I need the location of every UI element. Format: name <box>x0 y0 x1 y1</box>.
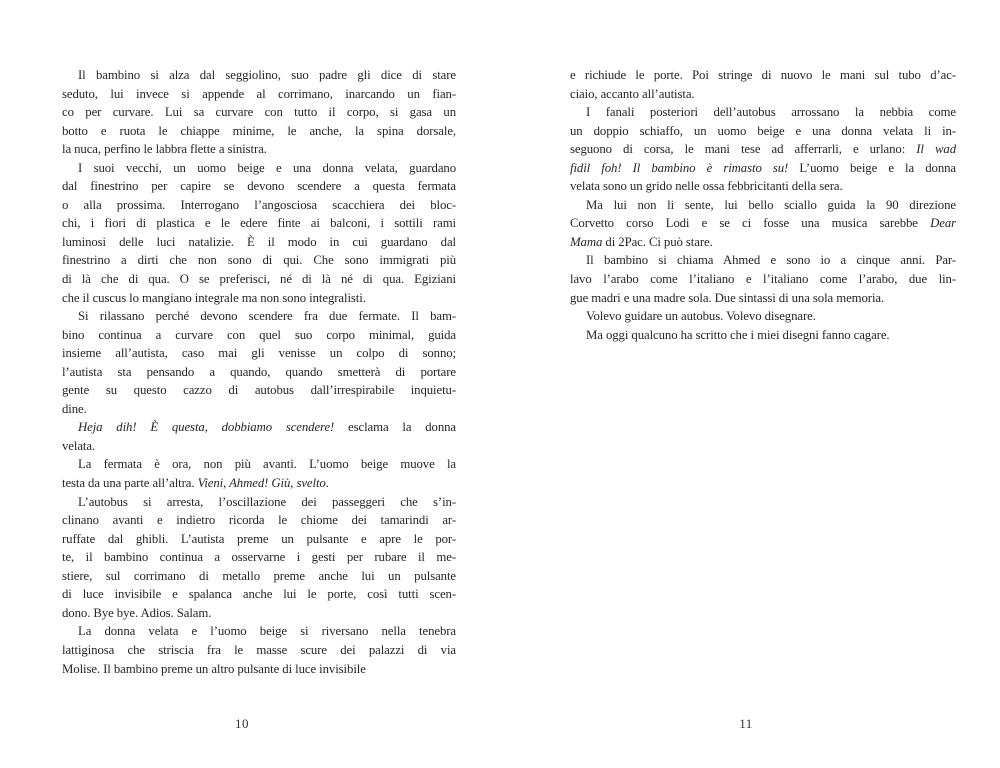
text-line: Corvetto corso Lodi e se ci fosse una musica sarebbe Dear <box>570 216 956 231</box>
text-line: testa da una parte all’altra. Vieni, Ahmed! Giù, svelto. <box>62 476 329 491</box>
text-line: un doppio schiaffo, un uomo beige e una donna velata li in- <box>570 123 956 138</box>
text-line: velata sono un grido nelle ossa febbricitanti della sera. <box>570 179 843 194</box>
text-line: bino continua a curvare con quel suo corpo minimal, guida <box>62 327 456 342</box>
text-line: luminosi delle luci natalizie. È il modo in cui guardano dal <box>62 234 456 249</box>
left-page-number: 10 <box>235 716 249 731</box>
text-line: I suoi vecchi, un uomo beige e una donna velata, guardano <box>78 160 456 175</box>
text-line: finestrino a dirti che non sono di qui. Che sono immigrati più <box>62 253 456 268</box>
text-line: La fermata è ora, non più avanti. L’uomo beige muove la <box>78 457 456 472</box>
text-line: clinano avanti e indietro ricorda le chiome dei tamarindi ar- <box>62 513 456 528</box>
text-line: I fanali posteriori dell’autobus arrossano la nebbia come <box>586 105 956 120</box>
text-line: fidil foh! Il bambino è rimasto su! L’uomo beige e la donna <box>570 160 956 175</box>
text-line: co per curvare. Lui sa curvare con tutto il corpo, si gasa un <box>62 105 456 120</box>
text-line: di là che di qua. O se preferisci, né di là né di qua. Egiziani <box>62 272 456 287</box>
text-line: Ma oggi qualcuno ha scritto che i miei disegni fanno cagare. <box>586 327 890 342</box>
text-line: gente su questo cazzo di autobus dall’irrespirabile inquietu- <box>62 383 456 398</box>
text-line: e richiude le porte. Poi stringe di nuovo le mani sul tubo d’ac- <box>570 68 956 82</box>
text-line: L’autobus si arresta, l’oscillazione dei passeggeri che s’in- <box>78 494 456 509</box>
text-line: seduto, lui invece si appende al corrimano, inarcando un fian- <box>62 86 456 101</box>
text-line: la nuca, perfino le labbra flette a sinistra. <box>62 142 267 157</box>
text-line: lattiginosa che striscia fra le masse scure dei palazzi di via <box>62 642 456 657</box>
text-line: o alla prossima. Interrogano l’angosciosa scacchiera dei bloc- <box>62 197 456 212</box>
text-line: Si rilassano perché devono scendere fra due fermate. Il bam- <box>78 309 456 324</box>
text-line: chi, i fiori di plastica e le edere finte ai balconi, i sottili rami <box>62 216 456 231</box>
text-line: insieme all’autista, caso mai gli venisse un colpo di sonno; <box>62 346 456 361</box>
text-line: Il bambino si chiama Ahmed e sono io a cinque anni. Par- <box>586 253 956 268</box>
text-line: Heja dih! È questa, dobbiamo scendere! esclama la donna <box>78 420 456 435</box>
text-line: te, il bambino continua a osservarne i gesti per rubare il me- <box>62 550 456 565</box>
text-line: Il bambino si alza dal seggiolino, suo padre gli dice di stare <box>78 68 456 82</box>
right-page-number: 11 <box>739 716 753 731</box>
text-line: dine. <box>62 401 87 416</box>
right-page-text <box>570 66 956 344</box>
text-line: dal finestrino per capire se devono scendere a questa fermata <box>62 179 456 194</box>
text-line: La donna velata e l’uomo beige si riversano nella tenebra <box>78 624 456 639</box>
text-line: lavo l’arabo come l’italiano e l’italiano come l’arabo, due lin- <box>570 272 956 287</box>
text-line: gue madri e una madre sola. Due sintassi di una sola memoria. <box>570 290 885 305</box>
text-line: velata. <box>62 438 96 453</box>
left-page-text <box>62 66 456 678</box>
text-line: che il cuscus lo mangiano integrale ma non sono integralisti. <box>62 290 366 305</box>
text-line: stiere, sul corrimano di metallo preme anche lui un pulsante <box>62 568 456 583</box>
text-line: Ma lui non li sente, lui bello sciallo guida la 90 direzione <box>586 197 956 212</box>
text-line: seguono di corsa, le mani tese ad afferrarli, e urlano: Il wad <box>570 142 956 157</box>
text-line: ciaio, accanto all’autista. <box>570 86 695 101</box>
text-line: l’autista sta pensando a quando, quando smetterà di portare <box>62 364 456 379</box>
text-line: Mama di 2Pac. Ci può stare. <box>570 234 713 249</box>
text-line: Molise. Il bambino preme un altro pulsante di luce invisibile <box>62 661 366 676</box>
text-line: botto e ruota le chiappe minime, le anche, la spina dorsale, <box>62 123 456 138</box>
text-line: di luce invisibile e spalanca anche lui le porte, così tutti scen- <box>62 587 456 602</box>
text-line: dono. Bye bye. Adios. Salam. <box>62 605 212 620</box>
text-line: ruffate dal ghibli. L’autista preme un pulsante e apre le por- <box>62 531 456 546</box>
text-line: Volevo guidare un autobus. Volevo disegnare. <box>586 309 816 324</box>
